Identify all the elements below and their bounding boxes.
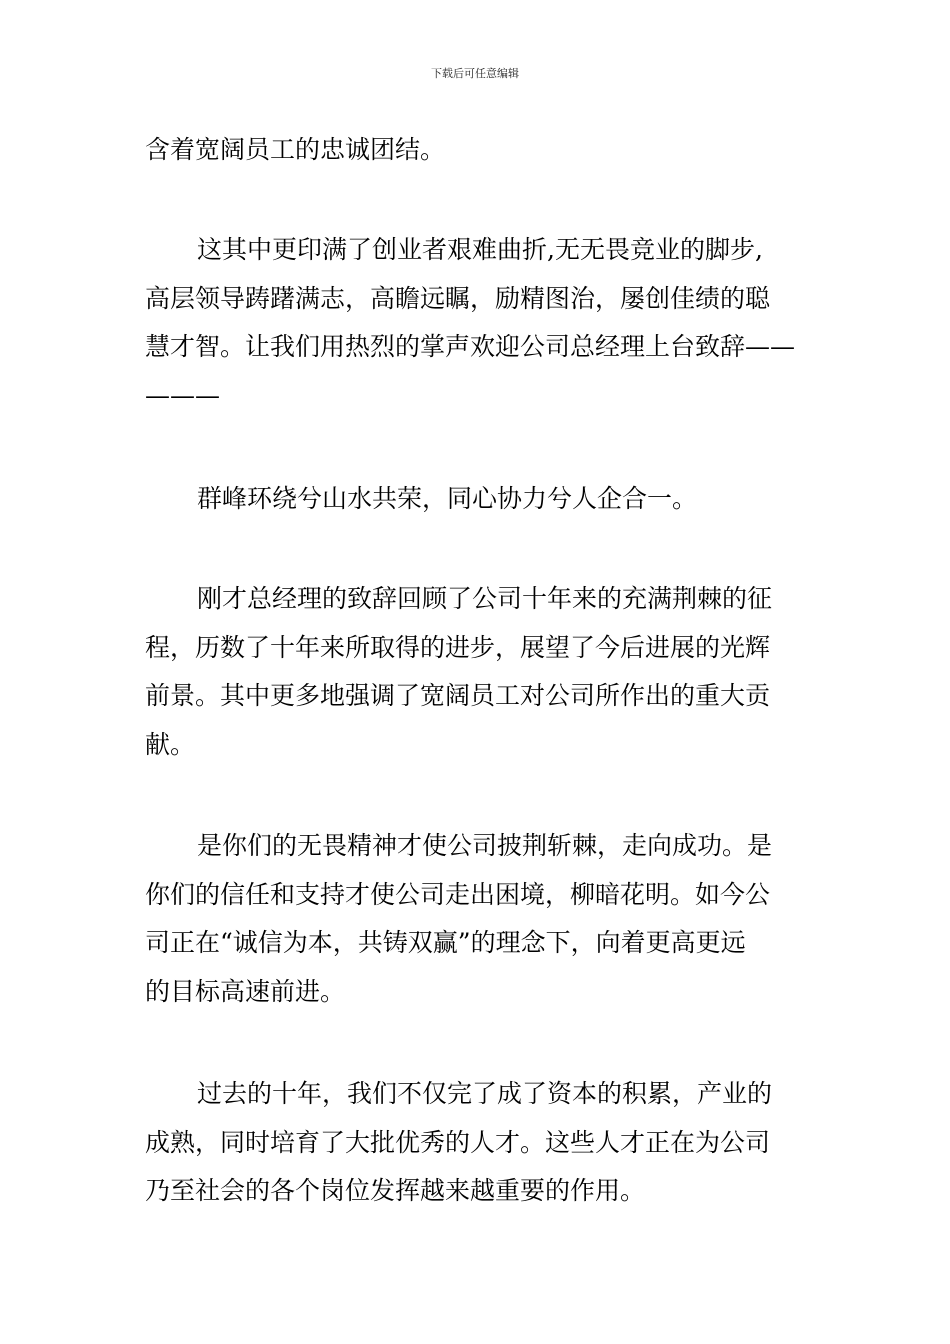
paragraph-3 [145, 475, 815, 524]
paragraph-line: 群峰环绕兮山水共荣，同心协力兮人企合一。 [197, 484, 698, 513]
paragraph-line: 含着宽阔员工的忠诚团结。 [145, 135, 446, 164]
paragraph-line: 是你们的无畏精神才使公司披荆斩棘，走向成功。是 [197, 831, 773, 860]
paragraph-1 [145, 126, 815, 175]
paragraph-4 [145, 575, 815, 769]
paragraph-line: ——— [145, 380, 220, 410]
paragraph-line: 你们的信任和支持才使公司走出困境，柳暗花明。如今公 [145, 879, 771, 909]
paragraph-line: 前景。其中更多地强调了宽阔员工对公司所作出的重大贡 [145, 681, 771, 710]
paragraph-line: 成熟，同时培育了大批优秀的人才。这些人才正在为公司 [145, 1127, 771, 1157]
paragraph-line: 刚才总经理的致辞回顾了公司十年来的充满荆棘的征 [197, 584, 773, 613]
paragraph-line: 高层领导踌躇满志，高瞻远瞩，励精图治，屡创佳绩的聪 [145, 283, 771, 313]
paragraph-line: 乃至社会的各个岗位发挥越来越重要的作用。 [145, 1176, 646, 1205]
paragraph-5 [145, 822, 815, 1016]
page-header: 下载后可任意编辑 [431, 67, 519, 80]
paragraph-line: 慧才智。让我们用热烈的掌声欢迎公司总经理上台致辞—— [145, 332, 796, 361]
paragraph-line: 这其中更印满了创业者艰难曲折,无无畏竞业的脚步, [197, 235, 763, 264]
paragraph-line: 的目标高速前进。 [145, 976, 346, 1006]
paragraph-line: 过去的十年，我们不仅完了成了资本的积累，产业的 [197, 1079, 773, 1108]
paragraph-2 [145, 226, 815, 420]
paragraph-line: 程，历数了十年来所取得的进步，展望了今后进展的光辉 [145, 632, 771, 662]
paragraph-line: 司正在“诚信为本，共铸双赢”的理念下，向着更高更远 [145, 928, 746, 957]
paragraph-line: 献。 [145, 729, 196, 759]
paragraph-6 [145, 1070, 815, 1216]
